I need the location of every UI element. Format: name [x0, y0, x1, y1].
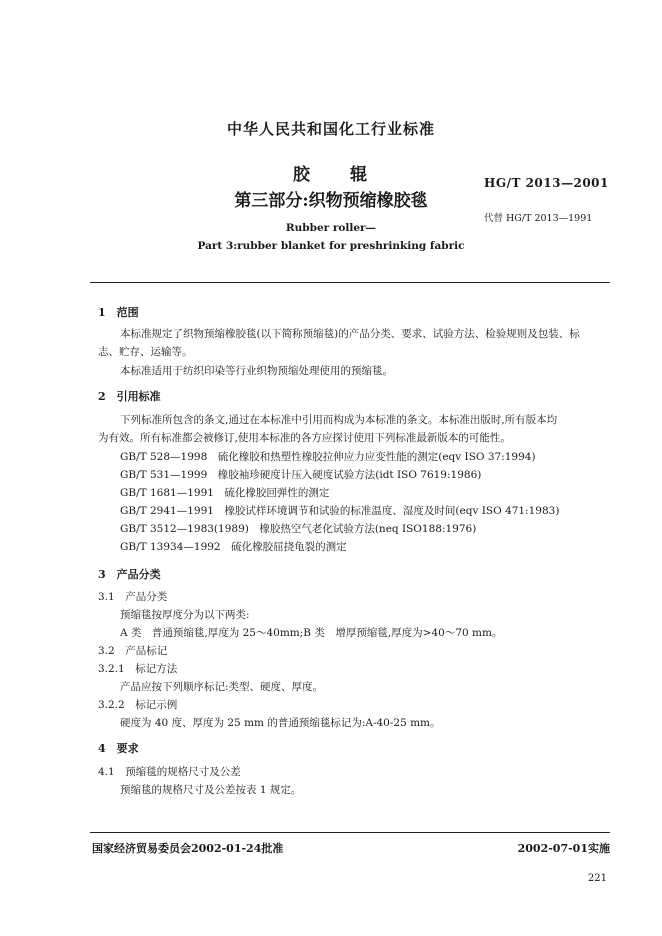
section-1-paragraph-line2: 志、贮存、运输等。: [98, 346, 193, 358]
issuer-heading: 中华人民共和国化工行业标准: [226, 120, 435, 138]
section-3-1-heading: 3.1 产品分类: [98, 591, 168, 603]
title-chinese-line2: 第三部分:织物预缩橡胶毯: [234, 191, 428, 211]
title-chinese-line1: 胶 辊: [293, 165, 369, 185]
reference-item: GB/T 2941—1991 橡胶试样环境调节和试验的标准温度、湿度及时间(eqv ISO 471:1983): [120, 505, 560, 517]
section-3-heading: 3 产品分类: [98, 568, 161, 581]
header-divider: [90, 282, 610, 283]
replaces-note: 代替 HG/T 2013—1991: [484, 213, 593, 224]
section-3-2-1-paragraph: 产品应按下列顺序标记:类型、硬度、厚度。: [120, 681, 324, 693]
section-3-1-paragraph-2: A 类 普通预缩毯,厚度为 25～40mm;B 类 增厚预缩毯,厚度为>40～70 mm。: [120, 627, 503, 639]
section-4-1-paragraph: 预缩毯的规格尺寸及公差按表 1 规定。: [120, 784, 302, 796]
reference-item: GB/T 528—1998 硫化橡胶和热塑性橡胶拉伸应力应变性能的测定(eqv ISO 37:1994): [120, 451, 536, 463]
implementation-note: 2002-07-01实施: [517, 842, 610, 855]
approval-note: 国家经济贸易委员会2002-01-24批准: [92, 842, 284, 855]
section-3-2-1-heading: 3.2.1 标记方法: [98, 663, 178, 675]
section-1-paragraph-2: 本标准适用于纺织印染等行业织物预缩处理使用的预缩毯。: [120, 365, 393, 377]
title-english-line1: Rubber roller—: [285, 222, 377, 234]
section-3-2-heading: 3.2 产品标记: [98, 645, 168, 657]
section-3-2-2-paragraph: 硬度为 40 度、厚度为 25 mm 的普通预缩毯标记为:A-40-25 mm。: [120, 717, 441, 729]
footer-divider: [90, 832, 610, 833]
reference-item: GB/T 13934—1992 硫化橡胶屈挠龟裂的测定: [120, 541, 347, 553]
section-2-paragraph-line2: 为有效。所有标准都会被修订,使用本标准的各方应探讨使用下列标准最新版本的可能性。: [98, 432, 511, 444]
section-2-paragraph-line1: 下列标准所包含的条文,通过在本标准中引用而构成为本标准的条文。本标准出版时,所有版本均: [120, 414, 558, 426]
section-3-2-2-heading: 3.2.2 标记示例: [98, 699, 178, 711]
section-4-heading: 4 要求: [98, 742, 139, 755]
standard-number: HG/T 2013—2001: [484, 176, 609, 190]
reference-item: GB/T 531—1999 橡胶袖珍硬度计压入硬度试验方法(idt ISO 7619:1986): [120, 469, 482, 481]
reference-item: GB/T 3512—1983(1989) 橡胶热空气老化试验方法(neq ISO188:1976): [120, 523, 477, 535]
section-3-1-paragraph-1: 预缩毯按厚度分为以下两类:: [120, 609, 250, 621]
page-number: 221: [587, 873, 607, 884]
section-1-paragraph-line1: 本标准规定了织物预缩橡胶毯(以下简称预缩毯)的产品分类、要求、试验方法、检验规则及包装、标: [120, 328, 580, 340]
section-1-heading: 1 范围: [98, 306, 139, 319]
section-2-heading: 2 引用标准: [98, 390, 161, 403]
title-english-line2: Part 3:rubber blanket for preshrinking fabric: [197, 240, 465, 252]
section-4-1-heading: 4.1 预缩毯的规格尺寸及公差: [98, 766, 241, 778]
reference-item: GB/T 1681—1991 硫化橡胶回弹性的测定: [120, 487, 330, 499]
